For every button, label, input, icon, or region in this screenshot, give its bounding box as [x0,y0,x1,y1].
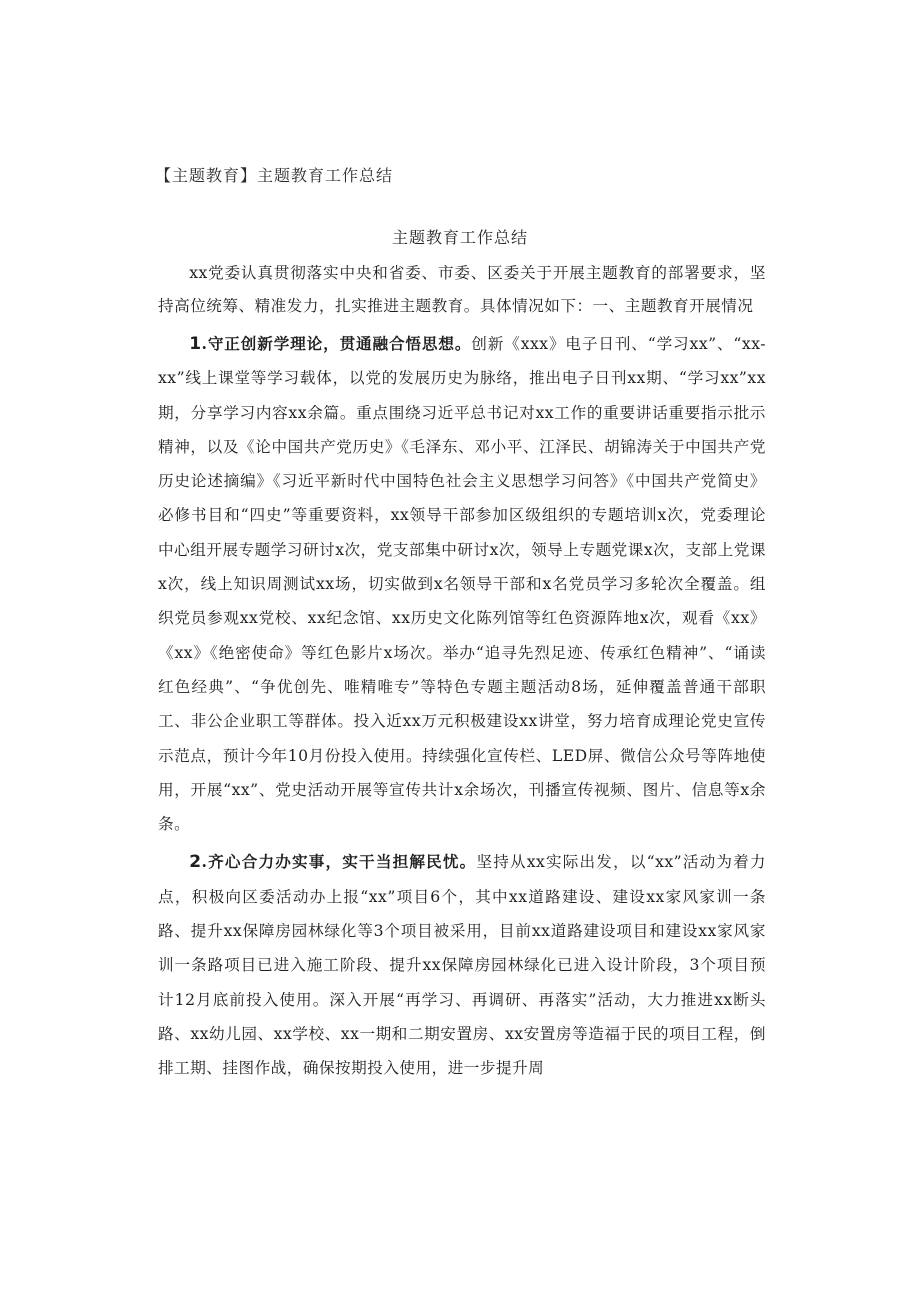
section-number: 1 [189,334,202,354]
intro-paragraph: xx党委认真贯彻落实中央和省委、市委、区委关于开展主题教育的部署要求，坚持高位统筹、精准发力，扎实推进主题教育。具体情况如下：一、主题教育开展情况 [158,264,766,315]
section-number: 2 [189,852,202,873]
document-header [155,163,393,186]
header-tag: 【主题教育】 [155,166,258,185]
document-title: 主题教育工作总结 [391,228,528,247]
section-body: 创新《xxx》电子日刊、“学习xx”、“xx-xx”线上课堂等学习载体，以党的发展历史为脉络，推出电子日刊xx期、“学习xx”xx期，分享学习内容xx余篇。重点围绕习近平总书记对xx工作的重要讲话重要指示批示精神，以及《论中国共产党历史》《毛泽东、邓小平、江泽民、胡锦涛关于中国共产党历史论述摘编》《习近平新时代中国特色社会主义思想学习问答》《中国共产党简史》必修书目和“四史”等重要资料，xx领导干部参加区级组织的专题培训x次，党委理论中心组开展专题学习研讨x次，党支部集中研讨x次，领导上专题党课x次，支部上党课x次，线上知识周测试xx场，切实做到x名领导干部和x名党员学习多轮次全覆盖。组织党员参观xx党校、xx纪念馆、xx历史文化陈列馆等红色资源阵地x次，观看《xx》《xx》《绝密使命》等红色影片x场次。举办“追寻先烈足迹、传承红色精神”、“诵读红色经典”、“争优创先、唯精唯专”等特色专题主题活动8场，延伸覆盖普通干部职工、非公企业职工等群体。投入近xx万元积极建设xx讲堂，努力培育成理论党史宣传示范点，预计今年10月份投入使用。持续强化宣传栏、LED屏、微信公众号等阵地使用，开展“xx”、党史活动开展等宣传共计x余场次，刊播宣传视频、图片、信息等x余条。 [158,335,766,834]
section-paragraph-1 [158,327,766,841]
header-title: 主题教育工作总结 [257,166,394,185]
section-heading: .守正创新学理论，贯通融合悟思想。 [201,334,472,353]
section-paragraph-2 [158,845,766,1085]
section-body: 坚持从xx实际出发，以“xx”活动为着力点，积极向区委活动办上报“xx”项目6个，其中xx道路建设、建设xx家风家训一条路、提升xx保障房园林绿化等3个项目被采用，目前xx道路建设项目和建设xx家风家训一条路项目已进入施工阶段、提升xx保障房园林绿化已进入设计阶段，3个项目预计12月底前投入使用。深入开展“再学习、再调研、再落实”活动，大力推进xx断头路、xx幼儿园、xx学校、xx一期和二期安置房、xx安置房等造福于民的项目工程，倒排工期、挂图作战，确保按期投入使用，进一步提升周 [158,853,766,1078]
document-body [158,257,766,1086]
section-heading: .齐心合力办实事，实干当担解民忧。 [201,852,477,872]
